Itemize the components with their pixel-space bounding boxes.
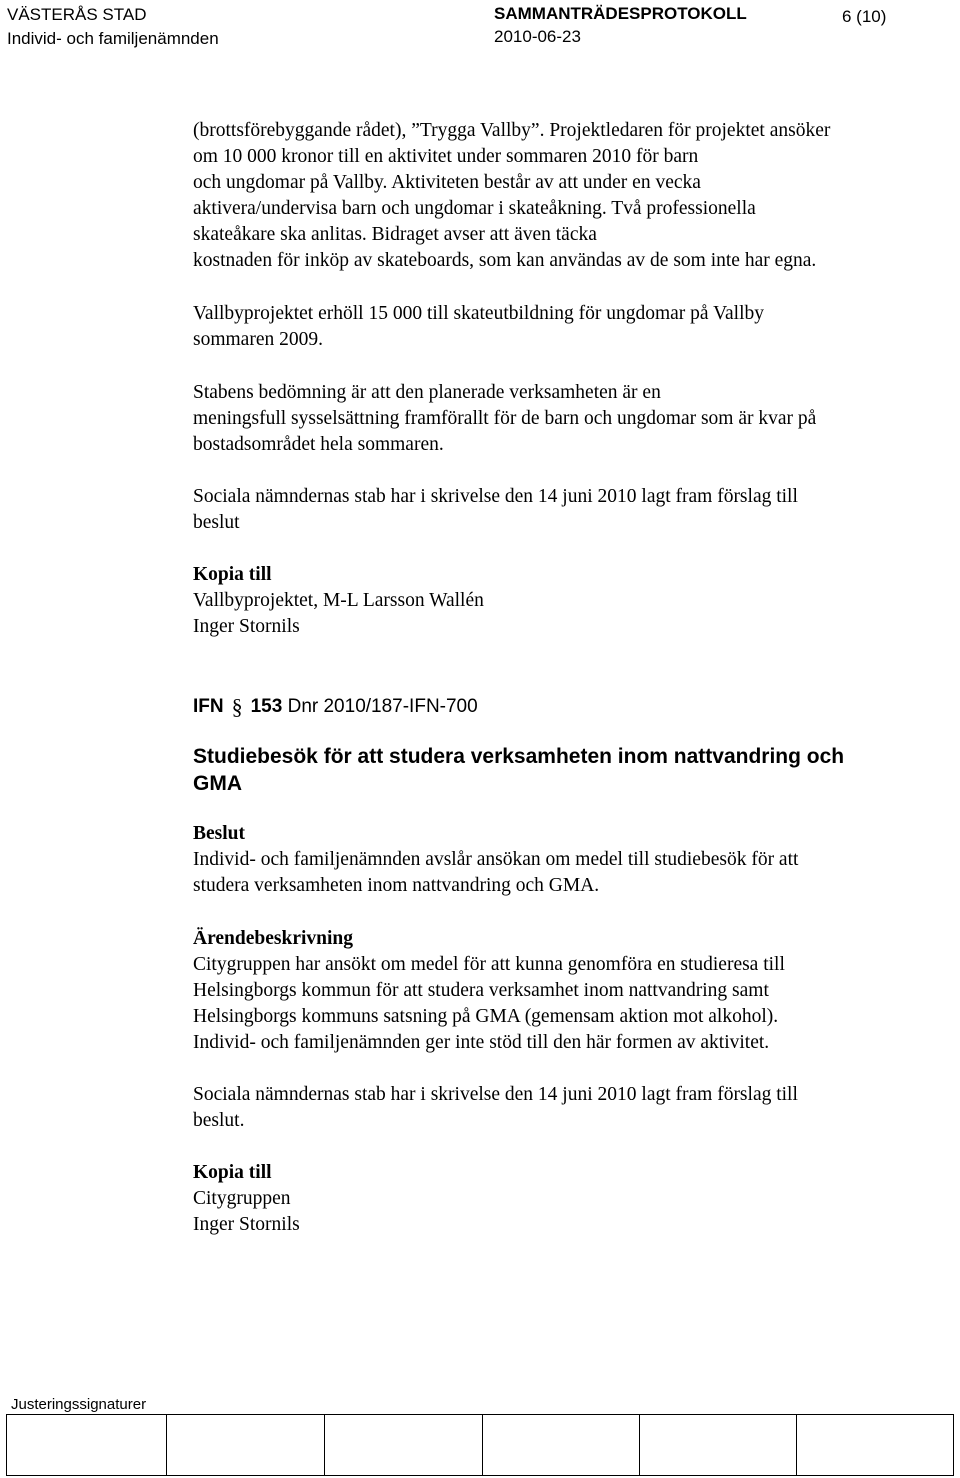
signature-cell: [483, 1415, 640, 1475]
item-proposal-paragraph: [193, 1082, 798, 1134]
proposal-paragraph: [193, 484, 798, 536]
text-line: om 10 000 kronor till en aktivitet under sommaren 2010 för barn: [193, 146, 699, 167]
decision-block: [193, 821, 798, 899]
description-block: [193, 926, 785, 1056]
text-line: Sociala nämndernas stab har i skrivelse den 14 juni 2010 lagt fram förslag till: [193, 486, 798, 507]
copy-recipient: Vallbyprojektet, M-L Larsson Wallén: [193, 590, 484, 611]
text-line: aktivera/undervisa barn och ungdomar i skateåkning. Två professionella: [193, 198, 756, 219]
assessment-paragraph: [193, 380, 816, 458]
header-date: 2010-06-23: [494, 27, 581, 46]
signature-table: [6, 1414, 954, 1476]
text-line: Helsingborgs kommuns satsning på GMA (gemensam aktion mot alkohol).: [193, 1006, 779, 1027]
text-line: studera verksamheten inom nattvandring och GMA.: [193, 875, 600, 896]
case-ifn: IFN: [193, 696, 224, 717]
title-line: GMA: [193, 772, 242, 795]
text-line: Vallbyprojektet erhöll 15 000 till skateutbildning för ungdomar på Vallby: [193, 303, 765, 324]
continuation-paragraph: [193, 118, 830, 274]
text-line: sommaren 2009.: [193, 329, 323, 350]
text-line: skateåkare ska anlitas. Bidraget avser att även täcka: [193, 224, 597, 245]
text-line: Individ- och familjenämnden ger inte stöd till den här formen av aktivitet.: [193, 1032, 770, 1053]
signature-cell: [797, 1415, 953, 1475]
copy-recipient: Inger Stornils: [193, 1214, 300, 1235]
header-org: VÄSTERÅS STAD: [7, 5, 147, 24]
text-line: meningsfull sysselsättning framförallt för de barn och ungdomar som är kvar på: [193, 408, 817, 429]
signature-cell: [640, 1415, 797, 1475]
case-dnr: Dnr 2010/187-IFN-700: [287, 696, 478, 717]
case-reference: [193, 692, 478, 720]
signature-cell: [7, 1415, 167, 1475]
text-line: och ungdomar på Vallby. Aktiviteten består av att under en vecka: [193, 172, 701, 193]
signature-cell: [167, 1415, 325, 1475]
text-line: Individ- och familjenämnden avslår ansökan om medel till studiebesök för att: [193, 849, 799, 870]
text-line: kostnaden för inköp av skateboards, som kan användas av de som inte har egna.: [193, 250, 817, 271]
decision-label: Beslut: [193, 823, 246, 844]
text-line: beslut: [193, 512, 240, 533]
text-line: beslut.: [193, 1110, 245, 1131]
header-page-number: 6 (10): [842, 7, 887, 26]
description-label: Ärendebeskrivning: [193, 928, 353, 949]
copy-recipient: Citygruppen: [193, 1188, 291, 1209]
text-line: bostadsområdet hela sommaren.: [193, 434, 444, 455]
signature-cell: [325, 1415, 483, 1475]
text-line: Sociala nämndernas stab har i skrivelse den 14 juni 2010 lagt fram förslag till: [193, 1084, 798, 1105]
item-copy-to-block: [193, 1160, 300, 1238]
header-doc-type: SAMMANTRÄDESPROTOKOLL: [494, 4, 747, 23]
text-line: Stabens bedömning är att den planerade verksamheten är en: [193, 382, 661, 403]
text-line: (brottsförebyggande rådet), ”Trygga Vallby”. Projektledaren för projektet ansöker: [193, 120, 831, 141]
copy-to-label: Kopia till: [193, 564, 272, 585]
item-title: [193, 743, 844, 797]
header-committee: Individ- och familjenämnden: [7, 29, 219, 48]
copy-to-block: [193, 562, 484, 640]
signatures-label: Justeringssignaturer: [11, 1396, 147, 1413]
vallby-paragraph: [193, 301, 764, 353]
section-sign-icon: §: [231, 694, 243, 719]
case-number: 153: [250, 696, 283, 717]
text-line: Citygruppen har ansökt om medel för att kunna genomföra en studieresa till: [193, 954, 785, 975]
title-line: Studiebesök för att studera verksamheten inom nattvandring och: [193, 745, 845, 768]
text-line: Helsingborgs kommun för att studera verksamhet inom nattvandring samt: [193, 980, 769, 1001]
copy-recipient: Inger Stornils: [193, 616, 300, 637]
copy-to-label: Kopia till: [193, 1162, 272, 1183]
